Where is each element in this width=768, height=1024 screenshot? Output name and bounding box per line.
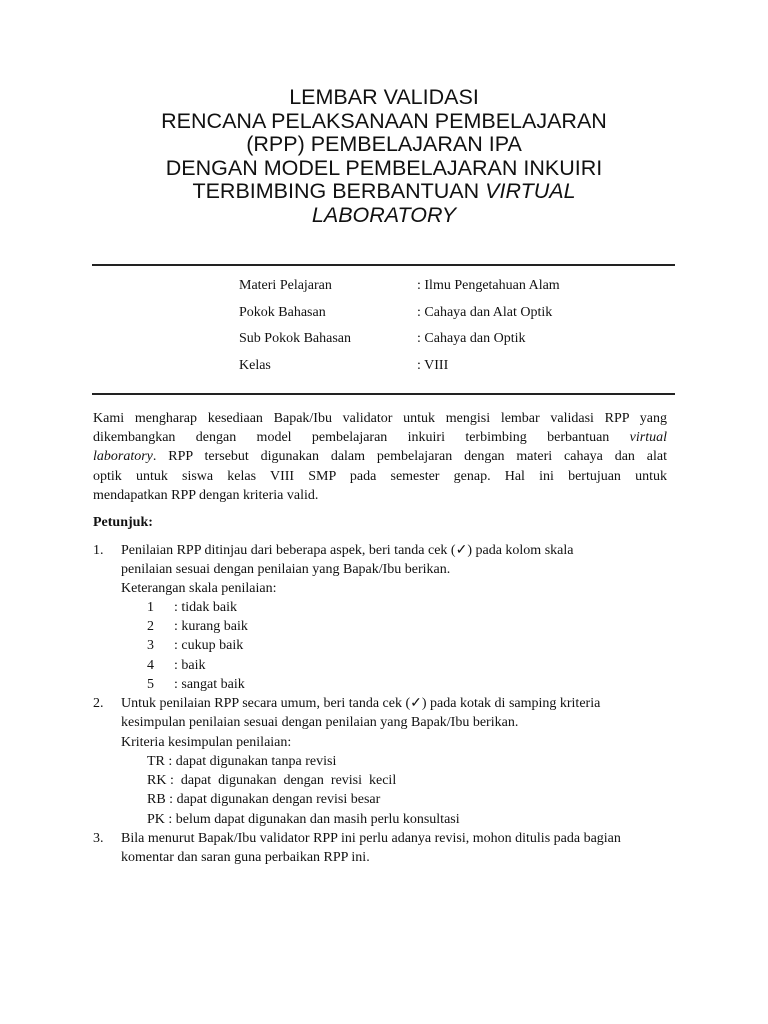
scale-number: 5	[147, 677, 154, 692]
meta-label: Pokok Bahasan	[239, 304, 326, 320]
meta-value: : Ilmu Pengetahuan Alam	[417, 278, 560, 293]
title-line-4: DENGAN MODEL PEMBELAJARAN INKUIRI	[165, 155, 603, 180]
item-1-line-2: penilaian sesuai dengan penilaian yang Bapak/Ibu berikan.	[121, 562, 451, 577]
scale-description: : kurang baik	[174, 619, 248, 634]
intro-line	[93, 447, 667, 466]
criteria-item: PK : belum dapat digunakan dan masih perlu konsultasi	[147, 812, 460, 827]
meta-label: Sub Pokok Bahasan	[239, 331, 351, 346]
title-line-1: LEMBAR VALIDASI	[289, 85, 479, 109]
intro-italic: laboratory	[93, 449, 153, 465]
item-2-text: ) pada kotak di samping kriteria	[421, 696, 601, 711]
criteria-item: RK : dapat digunakan dengan revisi kecil	[147, 773, 397, 788]
item-3-line-1: Bila menurut Bapak/Ibu validator RPP ini perlu adanya revisi, mohon ditulis pada bagian	[121, 831, 621, 846]
scale-number: 1	[147, 600, 154, 615]
scale-description: : sangat baik	[174, 677, 245, 692]
item-1-text: Penilaian RPP ditinjau dari beberapa aspek, beri tanda cek (	[121, 543, 456, 558]
meta-value: : Cahaya dan Alat Optik	[417, 304, 553, 320]
item-2-line-1	[121, 694, 600, 713]
item-1-line-3: Keterangan skala penilaian:	[121, 581, 277, 596]
meta-table	[239, 276, 560, 382]
intro-line: optik untuk siswa kelas VIII SMP pada semester genap. Hal ini bertujuan untuk	[93, 468, 667, 484]
scale-number: 3	[147, 638, 154, 653]
item-3-line-2: komentar dan saran guna perbaikan RPP ini.	[121, 850, 370, 865]
item-2-line-3: Kriteria kesimpulan penilaian:	[121, 735, 292, 750]
meta-value: : Cahaya dan Optik	[417, 331, 526, 346]
title-line-5	[0, 180, 768, 204]
intro-text: dikembangkan dengan model pembelajaran inkuiri terbimbing berbantuan	[93, 430, 630, 446]
meta-row	[239, 276, 560, 303]
title-line-5-text: TERBIMBING BERBANTUAN	[192, 179, 486, 203]
meta-row	[239, 303, 560, 330]
item-3-number: 3.	[93, 831, 104, 846]
title-line-6: LABORATORY	[311, 202, 457, 227]
scale-number: 2	[147, 619, 154, 634]
meta-row	[239, 329, 560, 356]
title-line-3: (RPP) PEMBELAJARAN IPA	[246, 132, 522, 156]
check-mark-icon: ✓	[410, 696, 422, 711]
item-2-number: 2.	[93, 696, 104, 711]
meta-row	[239, 356, 560, 383]
title-line-5-italic: VIRTUAL	[485, 179, 576, 203]
criteria-item: TR : dapat digunakan tanpa revisi	[147, 754, 337, 769]
item-1-line-1	[121, 541, 573, 560]
intro-line: Kami mengharap kesediaan Bapak/Ibu validator untuk mengisi lembar validasi RPP yang	[93, 411, 667, 426]
item-2-text: Untuk penilaian RPP secara umum, beri tanda cek (	[121, 696, 411, 711]
intro-paragraph	[93, 409, 667, 505]
intro-text: . RPP tersebut digunakan dalam pembelajaran dengan materi cahaya dan alat	[152, 449, 667, 465]
meta-value: : VIII	[417, 357, 449, 373]
intro-italic: virtual	[629, 430, 667, 446]
top-divider	[92, 264, 675, 266]
meta-label: Kelas	[239, 357, 271, 373]
petunjuk-heading: Petunjuk:	[93, 515, 153, 530]
title-line-2: RENCANA PELAKSANAAN PEMBELAJARAN	[161, 108, 607, 133]
item-1-text: ) pada kolom skala	[467, 543, 574, 558]
document-title	[0, 86, 768, 227]
item-1-number: 1.	[93, 543, 104, 558]
meta-label: Materi Pelajaran	[239, 278, 332, 293]
bottom-divider	[92, 393, 675, 395]
scale-description: : baik	[174, 658, 206, 673]
check-mark-icon: ✓	[455, 543, 468, 558]
scale-description: : cukup baik	[174, 638, 244, 653]
criteria-item: RB : dapat digunakan dengan revisi besar	[147, 792, 381, 807]
intro-line	[93, 428, 667, 447]
scale-number: 4	[147, 658, 154, 673]
intro-line: mendapatkan RPP dengan kriteria valid.	[93, 487, 319, 503]
item-2-line-2: kesimpulan penilaian sesuai dengan penilaian yang Bapak/Ibu berikan.	[121, 715, 519, 730]
scale-description: : tidak baik	[174, 600, 237, 615]
